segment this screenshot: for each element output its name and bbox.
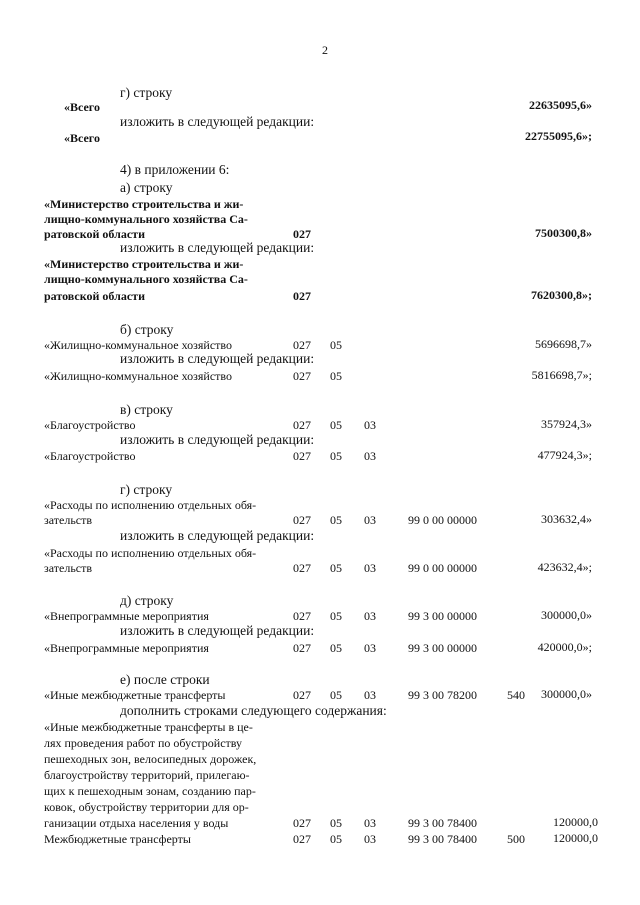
other-transfers-type: 540 (507, 688, 525, 702)
total-new-value: 22755095,6»; (525, 129, 592, 143)
obligations-old-line-1: «Расходы по исполнению отдельных обя- (44, 498, 257, 512)
section-a-heading: а) строку (120, 180, 173, 195)
other-transfers-section: 05 (330, 688, 342, 702)
nonprog-old-label: «Внепрограммные мероприятия (44, 609, 209, 623)
ministry-new-line-3: ратовской области (44, 289, 145, 303)
obligations-new-value: 423632,4»; (537, 560, 592, 574)
obligations-old-target: 99 0 00 00000 (408, 513, 477, 527)
landscaping-new-label: «Благоустройство (44, 449, 136, 463)
page-number: 2 (322, 43, 328, 57)
obligations-old-subsection: 03 (364, 513, 376, 527)
transfers-code: 027 (293, 832, 311, 846)
landscaping-old-section: 05 (330, 418, 342, 432)
obligations-old-value: 303632,4» (541, 512, 592, 526)
edit-instruction: изложить в следующей редакции: (120, 114, 315, 129)
other-transfers-label: «Иные межбюджетные трансферты (44, 688, 226, 702)
other-transfers-subsection: 03 (364, 688, 376, 702)
new-row-line-4: благоустройству территорий, прилегаю- (44, 768, 250, 782)
appendix-6-heading: 4) в приложении 6: (120, 162, 230, 177)
nonprog-old-target: 99 3 00 00000 (408, 609, 477, 623)
ministry-new-line-1: «Министерство строительства и жи- (44, 257, 244, 271)
edit-instruction: изложить в следующей редакции: (120, 240, 315, 255)
nonprog-new-target: 99 3 00 00000 (408, 641, 477, 655)
ministry-new-value: 7620300,8»; (531, 288, 592, 302)
total-old-value: 22635095,6» (529, 98, 592, 112)
section-e-heading: е) после строки (120, 672, 210, 687)
ministry-old-value: 7500300,8» (535, 226, 592, 240)
transfers-section: 05 (330, 832, 342, 846)
new-row-line-7: ганизации отдыха населения у воды (44, 816, 229, 830)
other-transfers-value: 300000,0» (541, 687, 592, 701)
obligations-new-line-1: «Расходы по исполнению отдельных обя- (44, 546, 257, 560)
new-row-target: 99 3 00 78400 (408, 816, 477, 830)
housing-old-section: 05 (330, 338, 342, 352)
new-row-line-5: щих к пешеходным зонам, созданию пар- (44, 784, 256, 798)
ministry-old-line-1: «Министерство строительства и жи- (44, 197, 244, 211)
housing-new-section: 05 (330, 369, 342, 383)
transfers-type: 500 (507, 832, 525, 846)
new-row-code: 027 (293, 816, 311, 830)
ministry-new-line-2: лищно-коммунального хозяйства Са- (44, 272, 248, 286)
ministry-old-code: 027 (293, 227, 311, 241)
obligations-new-target: 99 0 00 00000 (408, 561, 477, 575)
housing-new-label: «Жилищно-коммунальное хозяйство (44, 369, 233, 383)
new-row-value: 120000,0 (553, 815, 598, 829)
housing-old-code: 027 (293, 338, 311, 352)
landscaping-new-section: 05 (330, 449, 342, 463)
total-new-label: «Всего (64, 131, 100, 145)
section-v-heading: в) строку (120, 402, 173, 417)
section-g2-heading: г) строку (120, 482, 173, 497)
obligations-new-line-2: зательств (44, 561, 93, 575)
obligations-new-section: 05 (330, 561, 342, 575)
new-row-line-6: ковок, обустройству территории для ор- (44, 800, 249, 814)
total-old-label: «Всего (64, 100, 100, 114)
housing-old-label: «Жилищно-коммунальное хозяйство (44, 338, 233, 352)
landscaping-new-subsection: 03 (364, 449, 376, 463)
housing-old-value: 5696698,7» (535, 337, 592, 351)
transfers-label: Межбюджетные трансферты (44, 832, 191, 846)
section-d-heading: д) строку (120, 593, 174, 608)
housing-new-code: 027 (293, 369, 311, 383)
obligations-old-section: 05 (330, 513, 342, 527)
transfers-value: 120000,0 (553, 831, 598, 845)
obligations-old-code: 027 (293, 513, 311, 527)
new-row-line-3: пешеходных зон, велосипедных дорожек, (44, 752, 257, 766)
obligations-old-line-2: зательств (44, 513, 93, 527)
landscaping-old-value: 357924,3» (541, 417, 592, 431)
edit-instruction: изложить в следующей редакции: (120, 528, 315, 543)
nonprog-old-code: 027 (293, 609, 311, 623)
transfers-subsection: 03 (364, 832, 376, 846)
new-row-line-2: лях проведения работ по обустройству (44, 736, 243, 750)
other-transfers-code: 027 (293, 688, 311, 702)
nonprog-new-label: «Внепрограммные мероприятия (44, 641, 209, 655)
section-g-heading: г) строку (120, 85, 173, 100)
new-row-section: 05 (330, 816, 342, 830)
landscaping-old-code: 027 (293, 418, 311, 432)
landscaping-old-subsection: 03 (364, 418, 376, 432)
nonprog-old-section: 05 (330, 609, 342, 623)
nonprog-old-subsection: 03 (364, 609, 376, 623)
housing-new-value: 5816698,7»; (531, 368, 592, 382)
nonprog-new-value: 420000,0»; (537, 640, 592, 654)
edit-instruction: изложить в следующей редакции: (120, 351, 315, 366)
edit-instruction: изложить в следующей редакции: (120, 623, 315, 638)
transfers-target: 99 3 00 78400 (408, 832, 477, 846)
nonprog-new-subsection: 03 (364, 641, 376, 655)
edit-instruction: изложить в следующей редакции: (120, 432, 315, 447)
landscaping-new-value: 477924,3»; (537, 448, 592, 462)
obligations-new-code: 027 (293, 561, 311, 575)
section-b-heading: б) строку (120, 322, 174, 337)
add-instruction: дополнить строками следующего содержания: (120, 703, 387, 718)
obligations-new-subsection: 03 (364, 561, 376, 575)
other-transfers-target: 99 3 00 78200 (408, 688, 477, 702)
new-row-subsection: 03 (364, 816, 376, 830)
ministry-new-code: 027 (293, 289, 311, 303)
landscaping-old-label: «Благоустройство (44, 418, 136, 432)
ministry-old-line-3: ратовской области (44, 227, 145, 241)
nonprog-new-section: 05 (330, 641, 342, 655)
new-row-line-1: «Иные межбюджетные трансферты в це- (44, 720, 253, 734)
ministry-old-line-2: лищно-коммунального хозяйства Са- (44, 212, 248, 226)
nonprog-old-value: 300000,0» (541, 608, 592, 622)
landscaping-new-code: 027 (293, 449, 311, 463)
nonprog-new-code: 027 (293, 641, 311, 655)
